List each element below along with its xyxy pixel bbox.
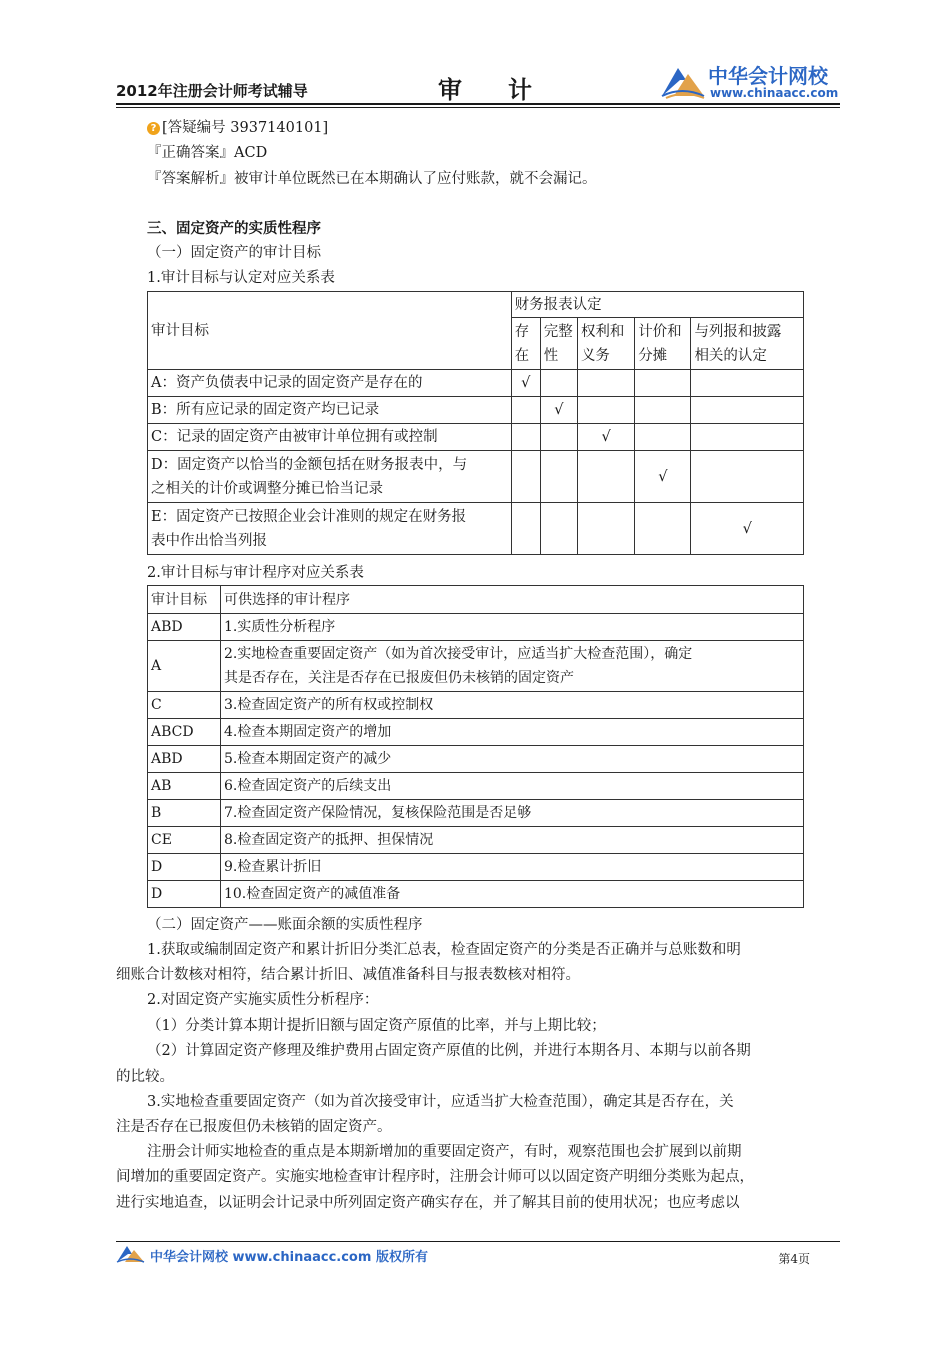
table-row: [148, 451, 804, 503]
procedure: 4.检查本期固定资产的增加: [220, 719, 803, 746]
table-row: [148, 614, 804, 641]
table1-col: 完整 性: [540, 318, 577, 370]
page-header: [116, 52, 840, 106]
footer-logo-icon: [116, 1242, 146, 1266]
table-row: [148, 424, 804, 451]
procedure: 10.检查固定资产的减值准备: [220, 881, 803, 908]
goal-code: D: [148, 854, 221, 881]
goal-code: ABCD: [148, 719, 221, 746]
goal-cell: E：固定资产已按照企业会计准则的规定在财务报 表中作出恰当列报: [148, 503, 512, 555]
check-mark: √: [635, 451, 691, 503]
check-mark: [635, 503, 691, 555]
paragraph-line: 2.对固定资产实施实质性分析程序：: [147, 992, 379, 1008]
check-mark: [577, 451, 634, 503]
goal-code: A: [148, 641, 221, 692]
paragraph-line: 细账合计数核对相符，结合累计折旧、减值准备科目与报表数核对相符。: [116, 967, 580, 983]
question-icon: ?: [147, 122, 160, 135]
paragraph-line: （2）计算固定资产修理及维护费用占固定资产原值的比例，并进行本期各月、本期与以前各期: [147, 1043, 751, 1059]
check-mark: [511, 451, 540, 503]
table1-col: 与列报和披露 相关的认定: [691, 318, 804, 370]
table-row: [148, 746, 804, 773]
table-row: [148, 773, 804, 800]
goal-procedure-table: [147, 585, 804, 908]
goal-assertion-table: [147, 291, 804, 555]
procedure: 9.检查累计折旧: [220, 854, 803, 881]
paragraph-line: 3.实地检查重要固定资产（如为首次接受审计，应适当扩大检查范围），确定其是否存在，关: [147, 1094, 734, 1110]
paragraph-line: 间增加的重要固定资产。实施实地检查审计程序时，注册会计师可以以固定资产明细分类账为起点，: [116, 1169, 754, 1185]
subject-title: 审计: [438, 76, 578, 104]
logo-mountain-icon: [660, 60, 706, 100]
check-mark: √: [540, 397, 577, 424]
footer-brand[interactable]: 中华会计网校 www.chinaacc.com 版权所有: [150, 1250, 428, 1265]
table-row: [148, 641, 804, 692]
page-number: 第4页: [778, 1252, 810, 1266]
paragraph-line: 1.获取或编制固定资产和累计折旧分类汇总表，检查固定资产的分类是否正确并与总账数和明: [147, 942, 741, 958]
subsection-title: （一）固定资产的审计目标: [147, 245, 321, 261]
procedure: 8.检查固定资产的抵押、担保情况: [220, 827, 803, 854]
check-mark: [540, 503, 577, 555]
goal-code: D: [148, 881, 221, 908]
table1-header-goal: 审计目标: [148, 292, 512, 370]
check-mark: [577, 397, 634, 424]
goal-code: CE: [148, 827, 221, 854]
table-row: [148, 827, 804, 854]
check-mark: √: [577, 424, 634, 451]
goal-code: ABD: [148, 746, 221, 773]
check-mark: [540, 451, 577, 503]
table2-caption: 2.审计目标与审计程序对应关系表: [147, 565, 364, 581]
table2-header-proc: 可供选择的审计程序: [220, 586, 803, 614]
paragraph-line: （1）分类计算本期计提折旧额与固定资产原值的比率，并与上期比较；: [147, 1018, 606, 1034]
goal-cell: C：记录的固定资产由被审计单位拥有或控制: [148, 424, 512, 451]
check-mark: [635, 397, 691, 424]
procedure: 1.实质性分析程序: [220, 614, 803, 641]
check-mark: [511, 503, 540, 555]
table1-col: 存 在: [511, 318, 540, 370]
procedure: 7.检查固定资产保险情况，复核保险范围是否足够: [220, 800, 803, 827]
goal-code: ABD: [148, 614, 221, 641]
check-mark: [691, 397, 804, 424]
check-mark: [577, 370, 634, 397]
qa-number-text: [答疑编号 3937140101]: [162, 120, 329, 136]
procedure: 6.检查固定资产的后续支出: [220, 773, 803, 800]
check-mark: [511, 424, 540, 451]
table1-col: 计价和 分摊: [635, 318, 691, 370]
header-divider-thin: [116, 107, 840, 108]
check-mark: [540, 370, 577, 397]
qa-number: [147, 118, 328, 138]
logo-text: 中华会计网校: [708, 64, 828, 88]
table-row: [148, 370, 804, 397]
procedure: 2.实地检查重要固定资产（如为首次接受审计，应适当扩大检查范围），确定 其是否存在，关注是否存在已报废但仍未核销的固定资产: [220, 641, 803, 692]
subsection-title: （二）固定资产——账面余额的实质性程序: [147, 917, 423, 933]
goal-cell: D：固定资产以恰当的金额包括在财务报表中，与 之相关的计价或调整分摊已恰当记录: [148, 451, 512, 503]
table-row: [148, 854, 804, 881]
goal-code: C: [148, 692, 221, 719]
procedure: 3.检查固定资产的所有权或控制权: [220, 692, 803, 719]
table-row: [148, 800, 804, 827]
site-logo[interactable]: [660, 58, 840, 104]
check-mark: [691, 451, 804, 503]
logo-url: www.chinaacc.com: [710, 86, 839, 100]
paragraph-line: 的比较。: [116, 1069, 174, 1085]
paragraph-line: 进行实地追查，以证明会计记录中所列固定资产确实存在，并了解其目前的使用状况；也应考虑以: [116, 1195, 740, 1211]
table1-caption: 1.审计目标与认定对应关系表: [147, 270, 335, 286]
check-mark: [635, 370, 691, 397]
table-row: [148, 719, 804, 746]
table1-col: 权利和 义务: [577, 318, 634, 370]
header-divider: [116, 103, 840, 105]
procedure: 5.检查本期固定资产的减少: [220, 746, 803, 773]
check-mark: [691, 424, 804, 451]
page-footer: [116, 1242, 840, 1268]
paragraph-line: 注是否存在已报废但仍未核销的固定资产。: [116, 1119, 392, 1135]
course-title: 2012年注册会计师考试辅导: [116, 82, 308, 100]
answer-analysis: 『答案解析』被审计单位既然已在本期确认了应付账款，就不会漏记。: [147, 171, 597, 187]
correct-answer: 『正确答案』ACD: [147, 145, 268, 161]
goal-code: B: [148, 800, 221, 827]
table-row: [148, 503, 804, 555]
paragraph-line: 注册会计师实地检查的重点是本期新增加的重要固定资产，有时，观察范围也会扩展到以前期: [147, 1144, 742, 1160]
check-mark: [691, 370, 804, 397]
check-mark: [511, 397, 540, 424]
table2-header-goal: 审计目标: [148, 586, 221, 614]
check-mark: √: [691, 503, 804, 555]
check-mark: [540, 424, 577, 451]
section-title: 三、固定资产的实质性程序: [147, 221, 321, 237]
table-row: [148, 881, 804, 908]
check-mark: [635, 424, 691, 451]
goal-code: AB: [148, 773, 221, 800]
check-mark: [577, 503, 634, 555]
check-mark: √: [511, 370, 540, 397]
goal-cell: B：所有应记录的固定资产均已记录: [148, 397, 512, 424]
goal-cell: A：资产负债表中记录的固定资产是存在的: [148, 370, 512, 397]
table-row: [148, 397, 804, 424]
table-row: [148, 692, 804, 719]
table1-header-assertion: 财务报表认定: [511, 292, 803, 318]
